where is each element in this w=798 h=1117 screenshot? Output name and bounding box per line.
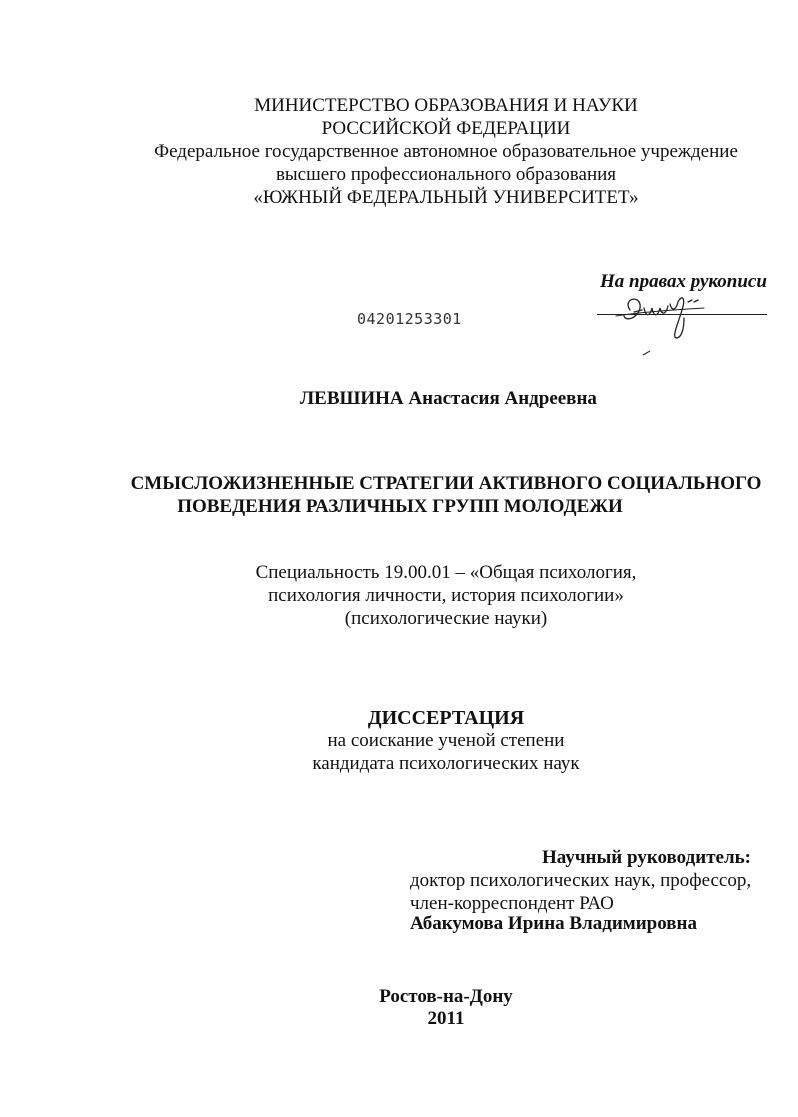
- degree-line-1: на соискание ученой степени: [327, 730, 565, 751]
- header-education-level-line: высшего профессионального образования: [275, 164, 617, 185]
- supervisor-position: член-корреспондент РАО: [410, 893, 614, 914]
- supervisor-label: Научный руководитель:: [542, 847, 751, 868]
- city: Ростов-на-Дону: [379, 986, 513, 1007]
- ink-mark: [642, 350, 652, 356]
- dissertation-heading: ДИССЕРТАЦИЯ: [367, 707, 525, 729]
- degree-line-2: кандидата психологических наук: [312, 753, 580, 774]
- author-name: ЛЕВШИНА Анастасия Андреевна: [300, 388, 597, 409]
- dissertation-title-line-1: СМЫСЛОЖИЗНЕННЫЕ СТРАТЕГИИ АКТИВНОГО СОЦИАЛЬНОГО: [130, 473, 762, 494]
- year: 2011: [427, 1008, 465, 1029]
- document-code: 04201253301: [357, 310, 462, 328]
- header-country-line: РОССИЙСКОЙ ФЕДЕРАЦИИ: [321, 118, 571, 139]
- supervisor-degree: доктор психологических наук, профессор,: [410, 870, 752, 891]
- header-university-name: «ЮЖНЫЙ ФЕДЕРАЛЬНЫЙ УНИВЕРСИТЕТ»: [253, 187, 639, 208]
- header-ministry-line: МИНИСТЕРСТВО ОБРАЗОВАНИЯ И НАУКИ: [254, 95, 638, 116]
- handwritten-signature: [612, 288, 722, 346]
- manuscript-rights-note: На правах рукописи: [600, 271, 767, 292]
- specialty-line-2: психология личности, история психологии»: [268, 585, 624, 606]
- header-institution-type-line: Федеральное государственное автономное образовательное учреждение: [154, 141, 738, 162]
- specialty-line-3: (психологические науки): [344, 608, 548, 629]
- supervisor-name: Абакумова Ирина Владимировна: [410, 913, 697, 934]
- specialty-line-1: Специальность 19.00.01 – «Общая психология,: [255, 562, 637, 583]
- dissertation-title-line-2: ПОВЕДЕНИЯ РАЗЛИЧНЫХ ГРУПП МОЛОДЕЖИ: [177, 496, 623, 517]
